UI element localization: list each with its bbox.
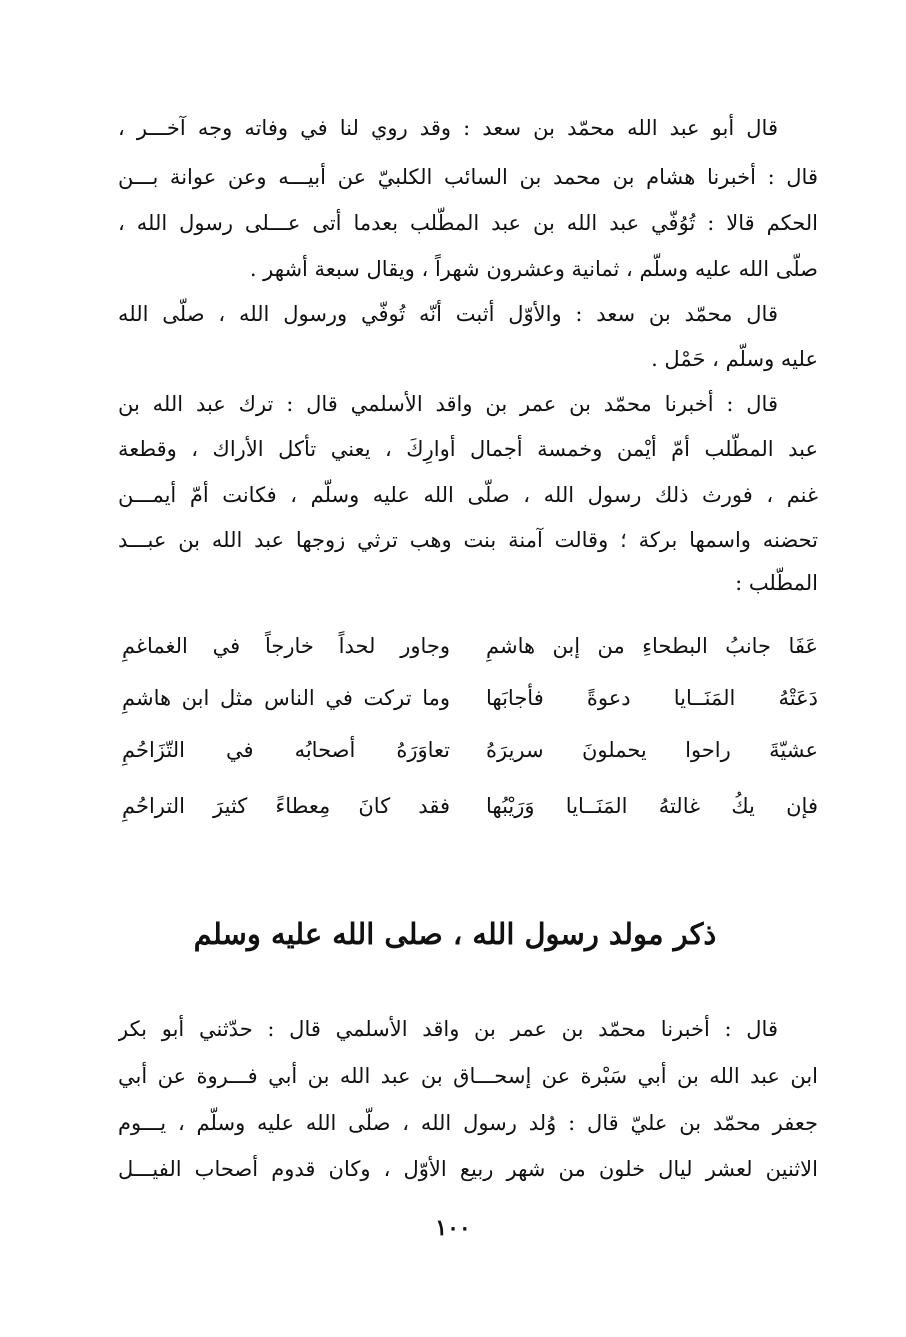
poem-verse-3-second-hemistich: تعاوَرَهُ أصحابُه في التّزَاحُمِ — [122, 738, 450, 762]
paragraph-3-line-2: عبد المطّلب أمّ أيْمن وخمسة أجمال أوارِكَ ، يعني تأكل الأراك ، وقطعة — [118, 437, 818, 461]
final-paragraph-line-3: جعفر محمّد بن عليّ قال : وُلد رسول الله ، صلّى الله عليه وسلّم ، يـــوم — [118, 1111, 818, 1135]
final-paragraph-line-2: ابن عبد الله بن أبي سَبْرة عن إسحـــاق بن عبد الله بن أبي فـــروة عن أبي — [118, 1064, 818, 1088]
paragraph-1-line-4: صلّى الله عليه وسلّم ، ثمانية وعشرون شهراً ، ويقال سبعة أشهر . — [249, 257, 818, 281]
final-paragraph-line-4: الاثنين لعشر ليال خلون من شهر ربيع الأوّل ، وكان قدوم أصحاب الفيـــل — [118, 1157, 818, 1181]
poem-verse-4-second-hemistich: فقد كانَ مِعطاءً كثيرَ التراحُمِ — [122, 794, 450, 818]
paragraph-3-line-3: غنم ، فورث ذلك رسول الله ، صلّى الله عليه وسلّم ، فكانت أمّ أيمـــن — [118, 483, 818, 507]
page-number: ١٠٠ — [435, 1215, 471, 1241]
poem-verse-1-second-hemistich: وجاور لحداً خارجاً في الغماغمِ — [122, 634, 450, 658]
poem-verse-2-first-hemistich: دَعَتْهُ المَنَــايا دعوةً فأجابَها — [486, 686, 818, 710]
poem-verse-4-first-hemistich: فإن يكُ غالتهُ المَنَــايا وَرَيْبُها — [486, 794, 818, 818]
poem-verse-1-first-hemistich: عَفَا جانبُ البطحاءِ من إبن هاشمِ — [486, 634, 818, 658]
paragraph-3-line-5: المطّلب : — [735, 571, 818, 595]
paragraph-1-line-3: الحكم قالا : تُوُفّي عبد الله بن عبد المطّلب بعدما أتى عـــلى رسول الله ، — [118, 211, 818, 235]
poem-verse-2-second-hemistich: وما تركت في الناس مثل ابن هاشمِ — [122, 686, 450, 710]
paragraph-3-line-4: تحضنه واسمها بركة ؛ وقالت آمنة بنت وهب ترثي زوجها عبد الله بن عبـــد — [118, 528, 818, 552]
paragraph-1-line-2: قال : أخبرنا هشام بن محمد بن السائب الكلبيّ عن أبيـــه وعن عوانة بـــن — [118, 165, 818, 189]
paragraph-2-line-1: قال محمّد بن سعد : والأوّل أثبت أنّه تُوفّي ورسول الله ، صلّى الله — [118, 302, 778, 326]
poem-verse-3-first-hemistich: عشيّةَ راحوا يحملونَ سريرَهُ — [486, 738, 818, 762]
paragraph-2-line-2: عليه وسلّم ، حَمْل . — [651, 347, 818, 371]
paragraph-1-line-1: قال أبو عبد الله محمّد بن سعد : وقد روي لنا في وفاته وجه آخـــر ، — [118, 116, 778, 140]
paragraph-3-line-1: قال : أخبرنا محمّد بن عمر بن واقد الأسلمي قال : ترك عبد الله بن — [118, 392, 778, 416]
final-paragraph-line-1: قال : أخبرنا محمّد بن عمر بن واقد الأسلمي قال : حدّثني أبو بكر — [118, 1017, 778, 1041]
section-title: ذكر مولد رسول الله ، صلى الله عليه وسلم — [193, 917, 717, 951]
